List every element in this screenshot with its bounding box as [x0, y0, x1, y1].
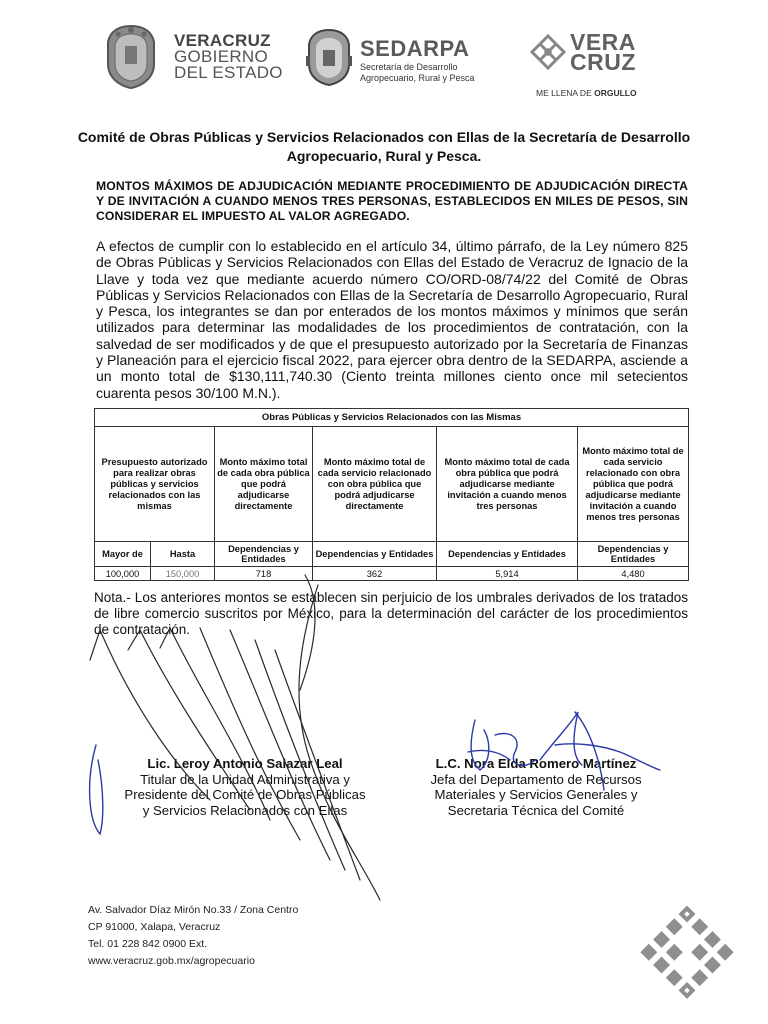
sedarpa-logo [304, 26, 504, 92]
table-sub-dep: Dependencias y Entidades [215, 542, 313, 567]
signer-name-right: L.C. Nora Elda Romero Martínez [435, 756, 637, 771]
sedarpa-sub2: Agropecuario, Rural y Pesca [360, 73, 475, 83]
signer-title-right-1: Jefa del Departamento de Recursos [430, 771, 642, 787]
table-sub-hasta: Hasta [151, 542, 215, 567]
footer-city: CP 91000, Xalapa, Veracruz [88, 921, 221, 933]
footer-address: Av. Salvador Díaz Mirón No.33 / Zona Centro [88, 904, 299, 916]
table-cell-hasta: 150,000 [151, 567, 215, 581]
nota-paragraph: Nota.- Los anteriores montos se establecen sin perjuicio de los umbrales derivados de los tratados de libre comercio suscritos por México, para la determinación del carácter de los procedimientos de contratación. [94, 590, 688, 637]
sedarpa-sub1: Secretaría de Desarrollo [360, 62, 458, 72]
veracruz-brand-logo [530, 28, 650, 100]
table-header-invitation-services: Monto máximo total de cada servicio relacionado con obra pública que podrá adjudicarse mediante invitación a cuando menos tres personas [578, 427, 689, 542]
gobierno-logo [104, 24, 283, 94]
vera-line1: VERA [570, 29, 636, 55]
committee-title: Comité de Obras Públicas y Servicios Relacionados con Ellas de la Secretaría de Desarrollo Agropecuario, Rural y Pesca. [77, 129, 691, 164]
table-title: Obras Públicas y Servicios Relacionados con las Mismas [95, 409, 689, 427]
gobierno-line2: GOBIERNO [174, 47, 269, 66]
signer-title-left-3: y Servicios Relacionados con Ellas [142, 802, 348, 818]
signer-title-right-2: Materiales y Servicios Generales y [434, 787, 638, 802]
body-paragraph: A efectos de cumplir con lo establecido en el artículo 34, último párrafo, de la Ley número 825 de Obras Públicas y Servicios Relacionados con Ellas del Estado de Veracruz de Ignacio de la Llave y toda vez que mediante acuerdo número CO/ORD-08/74/22 del Comité de Obras Públicas y Servicios Relacionados con Ellas de la Secretaría de Desarrollo Agropecuario, Rural y Pesca, los integrantes se dan por enterados de los montos máximos y mínimos que serán utilizados para determinar las modalidades de los procedimientos de contratación, con la salvedad de ser modificados y de que el presupuesto autorizado por la Secretaría de Finanzas y Planeación para el ejercicio fiscal 2022, para ejercer obra dentro de la SEDARPA, asciende a un monto total de $130,111,740.30 (Ciento treinta millones ciento once mil setecientos cuarenta pesos 30/100 M.N.). [96, 238, 688, 401]
table-header-invitation-works: Monto máximo total de cada obra pública que podrá adjudicarse mediante invitación a cuando menos tres personas [437, 427, 578, 542]
state-shield-icon [104, 24, 158, 90]
footer-phone: Tel. 01 228 842 0900 Ext. [88, 938, 208, 950]
signer-title-left-2: Presidente del Comité de Obras Públicas [124, 787, 366, 802]
signer-title-right-3: Secretaria Técnica del Comité [447, 802, 625, 818]
table-cell-invitation-works: 5,914 [437, 567, 578, 581]
veracruz-knot-icon [636, 888, 738, 1008]
gobierno-line1: VERACRUZ [174, 31, 271, 50]
table-sub-mayor: Mayor de [95, 542, 151, 567]
footer-web: www.veracruz.gob.mx/agropecuario [88, 955, 255, 967]
table-cell-mayor: 100,000 [95, 567, 151, 581]
signature-block-left [100, 756, 390, 818]
table-header-budget: Presupuesto autorizado para realizar obras públicas y servicios relacionados con las mismas [95, 427, 215, 542]
table-cell-direct-services: 362 [313, 567, 437, 581]
table-cell-invitation-services: 4,480 [578, 567, 689, 581]
footer-contact [88, 902, 298, 970]
vera-line2: CRUZ [570, 49, 636, 75]
amounts-table [94, 408, 688, 581]
signer-name-left: Lic. Leroy Antonio Salazar Leal [147, 756, 343, 771]
document-heading: MONTOS MÁXIMOS DE ADJUDICACIÓN MEDIANTE PROCEDIMIENTO DE ADJUDICACIÓN DIRECTA Y DE INVITACIÓN A CUANDO MENOS TRES PERSONAS, ESTABLECIDOS EN MILES DE PESOS, SIN CONSIDERAR EL IMPUESTO AL VALOR AGREGADO. [96, 179, 688, 223]
table-header-direct-works: Monto máximo total de cada obra pública que podrá adjudicarse directamente [215, 427, 313, 542]
knot-icon [530, 34, 566, 70]
sedarpa-emblem-icon [304, 26, 354, 88]
signature-block-right [404, 756, 668, 818]
gobierno-line3: DEL ESTADO [174, 63, 283, 82]
table-cell-direct-works: 718 [215, 567, 313, 581]
sedarpa-title: SEDARPA [360, 36, 470, 61]
table-header-direct-services: Monto máximo total de cada servicio relacionado con obra pública que podrá adjudicarse directamente [313, 427, 437, 542]
table-sub-dep: Dependencias y Entidades [313, 542, 437, 567]
signer-title-left-1: Titular de la Unidad Administrativa y [140, 771, 350, 787]
table-sub-dep: Dependencias y Entidades [437, 542, 578, 567]
table-sub-dep: Dependencias y Entidades [578, 542, 689, 567]
vera-tagline: ME LLENA DE ORGULLO [536, 88, 637, 98]
